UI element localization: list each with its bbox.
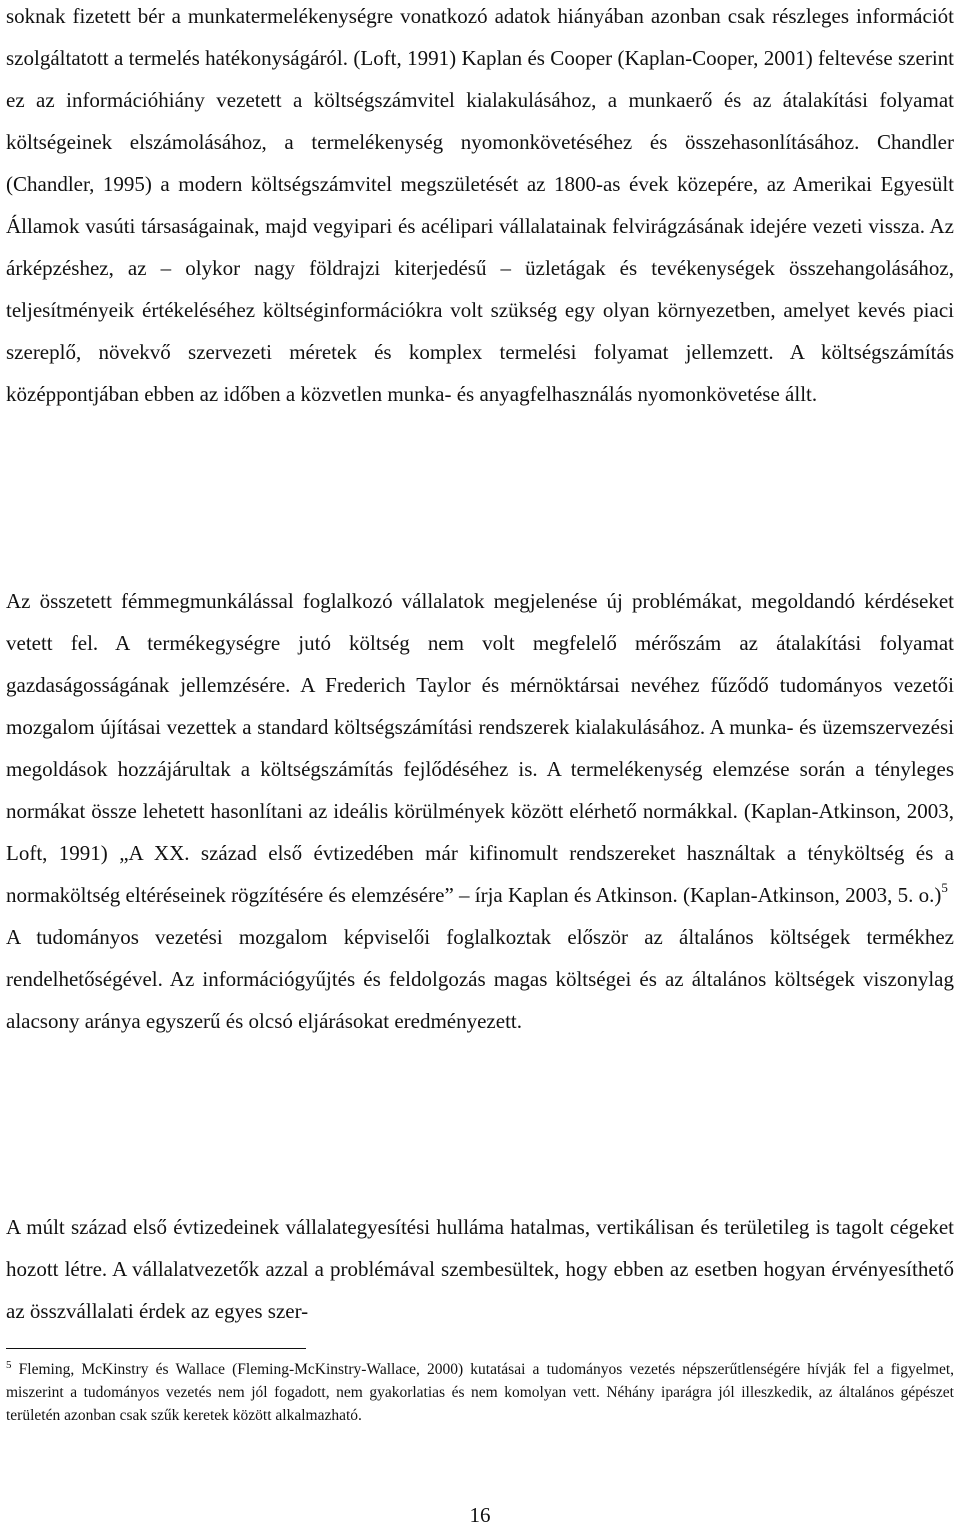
page-number: 16 — [469, 1503, 491, 1527]
footnote-reference[interactable]: 5 — [941, 880, 948, 895]
footnote-text: Fleming, McKinstry és Wallace (Fleming-McKinstry-Wallace, 2000) kutatásai a tudományos vezetés népszerűtlenségére hívják fel a figyelmet, miszerint a tudományos vezetés nem jól fogadott, nem gyakorlatias és nem komolyan vett. Néhány iparágra jól illeszkedik, az általános gépészet területén azonban csak szűk keretek között alkalmazható. — [6, 1361, 954, 1424]
paragraph-2 — [6, 580, 954, 916]
footnote — [6, 1358, 954, 1427]
paragraph-1-text: soknak fizetett bér a munkatermelékenységre vonatkozó adatok hiányában azonban csak részleges információt szolgáltatott a termelés hatékonyságáról. (Loft, 1991) Kaplan és Cooper (Kaplan-Cooper, 2001) feltevése szerint ez az információhiány vezetett a költségszámvitel kialakulásához, a munkaerő és az átalakítási folyamat költségeinek elszámolásához, a termelékenység nyomonkövetéséhez és összehasonlításához. Chandler (Chandler, 1995) a modern költségszámvitel megszületését az 1800-as évek közepére, az Amerikai Egyesült Államok vasúti társaságainak, majd vegyipari és acélipari vállalatainak felvirágzásának idejére vezeti vissza. Az árképzéshez, az – olykor nagy földrajzi kiterjedésű – üzletágak és tevékenységek összehangolásához, teljesítményeik értékeléséhez költséginformációkra volt szükség egy olyan környezetben, amelyet kevés piaci szereplő, növekvő szervezeti méretek és komplex termelési folyamat jellemzett. A költségszámítás középpontjában ebben az időben a közvetlen munka- és anyagfelhasználás nyomonkövetése állt. — [6, 4, 954, 406]
paragraph-1 — [6, 0, 954, 415]
footnote-number: 5 — [6, 1359, 12, 1371]
footnote-separator — [6, 1348, 306, 1349]
paragraph-4 — [6, 1206, 954, 1332]
paragraph-2-text: Az összetett fémmegmunkálással foglalkozó vállalatok megjelenése új problémákat, megoldandó kérdéseket vetett fel. A termékegységre jutó költség nem volt megfelelő mérőszám az átalakítási folyamat gazdaságosságának jellemzésére. A Frederich Taylor és mérnöktársai nevéhez fűződő tudományos vezetői mozgalom újításai vezettek a standard költségszámítási rendszerek kialakulásához. A munka- és üzemszervezési megoldások hozzájárultak a költségszámítás fejlődéséhez is. A termelékenység elemzése során a tényleges normákat össze lehetett hasonlítani az ideális körülmények között elérhető normákkal. (Kaplan-Atkinson, 2003, Loft, 1991) „A XX. század első évtizedében már kifinomult rendszereket használtak a tényköltség és a normaköltség eltéréseinek rögzítésére és elemzésére” – írja Kaplan és Atkinson. (Kaplan-Atkinson, 2003, 5. o.) — [6, 589, 954, 907]
paragraph-3-text: A tudományos vezetési mozgalom képviselői foglalkoztak először az általános költségek termékhez rendelhetőségével. Az információgyűjtés és feldolgozás magas költségei és az általános költségek viszonylag alacsony aránya egyszerű és olcsó eljárásokat eredményezett. — [6, 925, 954, 1033]
paragraph-4-text: A múlt század első évtizedeinek vállalategyesítési hulláma hatalmas, vertikálisan és területileg is tagolt cégeket hozott létre. A vállalatvezetők azzal a problémával szembesültek, hogy ebben az esetben hogyan érvényesíthető az összvállalati érdek az egyes szer- — [6, 1215, 954, 1323]
paragraph-3 — [6, 916, 954, 1042]
paragraph-block-2 — [6, 580, 954, 1042]
